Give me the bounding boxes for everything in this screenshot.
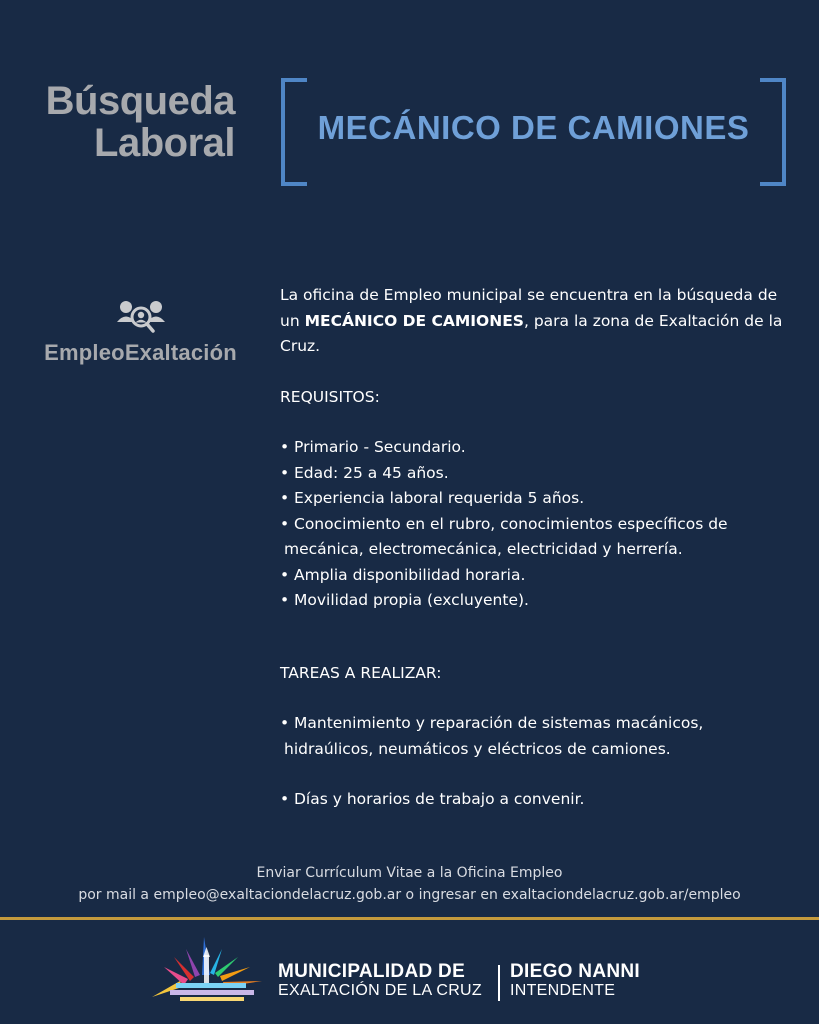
list-item-text: Movilidad propia (excluyente). <box>294 591 529 609</box>
list-item-continuation: hidraúlicos, neumáticos y eléctricos de camiones. <box>284 739 671 758</box>
requirements-list <box>280 435 800 614</box>
intro-paragraph <box>280 283 800 360</box>
people-search-icon <box>116 298 166 338</box>
logo-word-empleo: Empleo <box>44 340 125 365</box>
list-item-text: Experiencia laboral requerida 5 años. <box>294 489 585 507</box>
list-item <box>280 711 800 762</box>
mayor-title: INTENDENTE <box>510 982 616 999</box>
list-item-text: Mantenimiento y reparación de sistemas macánicos, <box>294 714 704 732</box>
list-item <box>280 486 800 512</box>
divider <box>0 917 819 920</box>
mayor-signature <box>510 962 640 1000</box>
list-item-text: Conocimiento en el rubro, conocimientos específicos de <box>294 514 728 533</box>
municipality-logo-icon <box>150 935 268 1005</box>
requirements-heading: REQUISITOS: <box>280 387 380 406</box>
application-instructions <box>0 862 819 906</box>
list-item <box>280 512 800 563</box>
list-item-continuation: mecánica, electromecánica, electricidad y herrería. <box>284 540 683 558</box>
page-heading <box>20 80 235 164</box>
job-title: MECÁNICO DE CAMIONES <box>317 109 750 146</box>
list-item <box>280 461 800 487</box>
list-item <box>280 787 800 813</box>
signature-separator <box>498 965 500 1001</box>
intro-text-end: , para la zona de Exaltación de la Cruz. <box>280 311 783 355</box>
instructions-line2: por mail a empleo@exaltaciondelacruz.gob.ar o ingresar en exaltaciondelacruz.gob.ar/empleo <box>78 887 741 903</box>
list-item <box>280 435 800 461</box>
municipality-name-line2: EXALTACIÓN DE LA CRUZ <box>278 982 482 999</box>
instructions-line1: Enviar Currículum Vitae a la Oficina Empleo <box>256 865 563 881</box>
list-item <box>280 588 800 614</box>
municipality-name-line1: MUNICIPALIDAD DE <box>278 961 466 982</box>
list-item <box>280 563 800 589</box>
job-description <box>280 283 800 813</box>
intro-job-highlight: MECÁNICO DE CAMIONES <box>304 311 524 330</box>
tasks-heading: TAREAS A REALIZAR: <box>280 663 442 682</box>
municipality-name <box>278 962 482 1000</box>
job-title-box <box>281 78 786 180</box>
mayor-name: DIEGO NANNI <box>510 961 640 982</box>
list-item-text: Días y horarios de trabajo a convenir. <box>294 790 585 808</box>
intro-text-start: La oficina de Empleo municipal se encuentra en la búsqueda de un <box>280 286 778 330</box>
empleo-exaltacion-logo <box>28 298 253 366</box>
list-item-text: Primario - Secundario. <box>294 438 466 456</box>
logo-word-exaltacion: Exaltación <box>124 340 237 365</box>
list-item-text: Edad: 25 a 45 años. <box>294 463 449 482</box>
heading-line1: Búsqueda <box>45 79 235 123</box>
list-item-text: Amplia disponibilidad horaria. <box>294 565 526 584</box>
tasks-list <box>280 711 800 813</box>
municipality-signature <box>150 935 670 1007</box>
logo-wordmark <box>28 340 253 366</box>
heading-line2: Laboral <box>94 121 235 165</box>
